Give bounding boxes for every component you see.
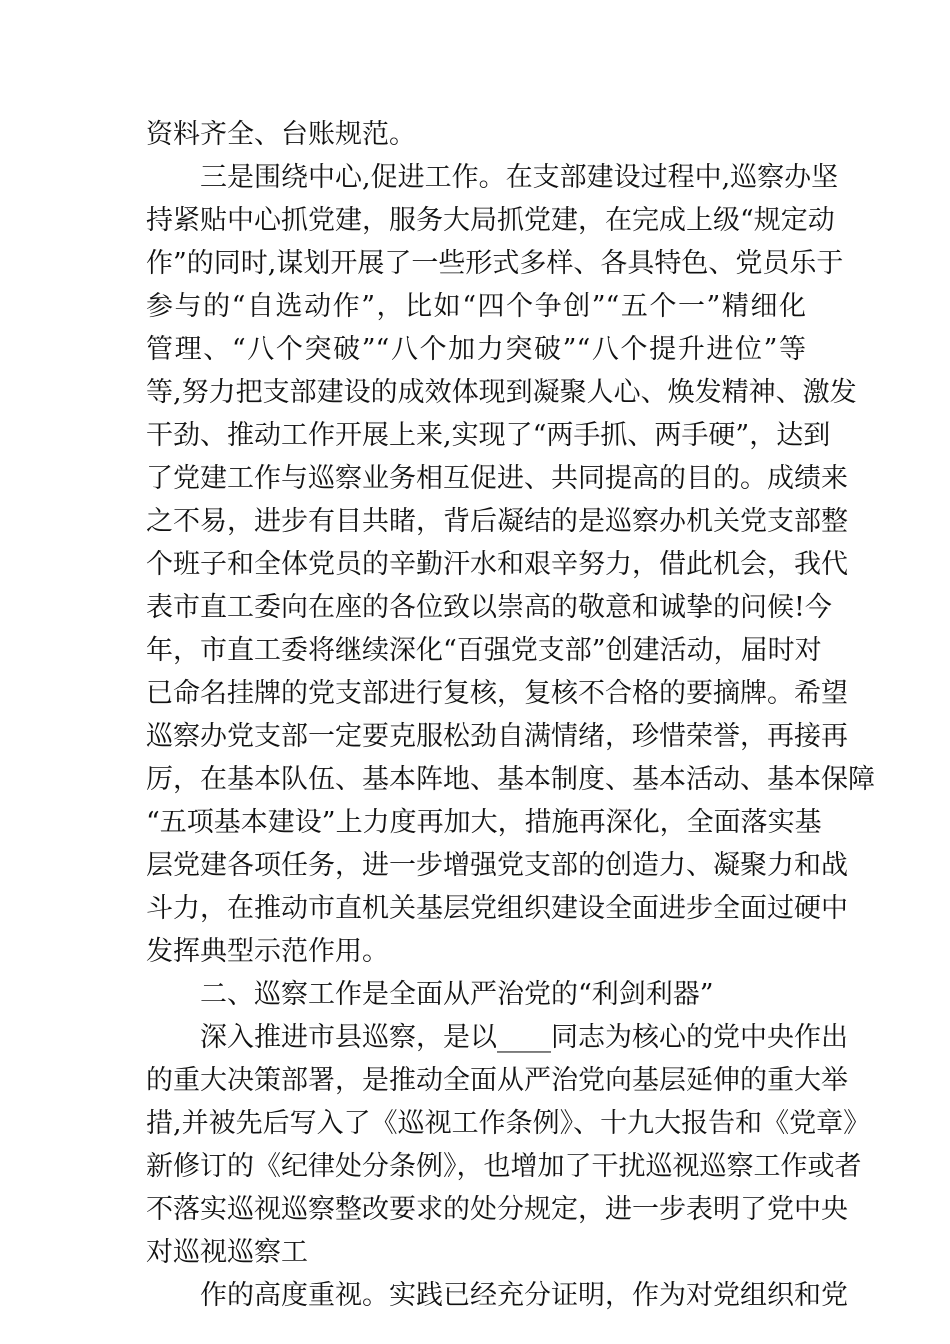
text-line-16: 厉，在基本队伍、基本阵地、基本制度、基本活动、基本保障: [146, 764, 875, 795]
text-line-2: 三是围绕中心,促进工作。在支部建设过程中,巡察办坚: [200, 162, 839, 193]
text-line-8: 干劲、推动工作开展上来,实现了“两手抓、两手硬”，达到: [146, 420, 831, 451]
text-line-18: 层党建各项任务，进一步增强党支部的创造力、凝聚力和战: [146, 850, 848, 881]
text-line-27: 对巡视巡察工: [146, 1237, 308, 1268]
text-line-4: 作”的同时,谋划开展了一些形式多样、各具特色、党员乐于: [146, 248, 844, 279]
text-line-11: 个班子和全体党员的辛勤汗水和艰辛努力，借此机会，我代: [146, 549, 848, 580]
text-line-12: 表市直工委向在座的各位致以崇高的敬意和诚挚的问候!今: [146, 592, 832, 623]
text-line-14: 已命名挂牌的党支部进行复核，复核不合格的要摘牌。希望: [146, 678, 848, 709]
text-line-5: 参与的“自选动作”，比如“四个争创”“五个一”精细化: [146, 291, 806, 322]
text-line-23: 的重大决策部署，是推动全面从严治党向基层延伸的重大举: [146, 1065, 848, 1096]
text-line-20: 发挥典型示范作用。: [146, 936, 389, 967]
text-line-1: 资料齐全、台账规范。: [146, 119, 416, 150]
text-line-3: 持紧贴中心抓党建，服务大局抓党建，在完成上级“规定动: [146, 205, 835, 236]
text-line-15: 巡察办党支部一定要克服松劲自满情绪，珍惜荣誉，再接再: [146, 721, 848, 752]
text-line-19: 斗力，在推动市直机关基层党组织建设全面进步全面过硬中: [146, 893, 848, 924]
text-line-17: “五项基本建设”上力度再加大，措施再深化，全面落实基: [146, 807, 822, 838]
text-line-7: 等,努力把支部建设的成效体现到凝聚人心、焕发精神、激发: [146, 377, 857, 408]
text-line-24: 措,并被先后写入了《巡视工作条例》、十九大报告和《党章》: [146, 1108, 871, 1139]
text-line-26: 不落实巡视巡察整改要求的处分规定，进一步表明了党中央: [146, 1194, 848, 1225]
text-line-25: 新修订的《纪律处分条例》，也增加了干扰巡视巡察工作或者: [146, 1151, 862, 1182]
text-line-28: 作的高度重视。实践已经充分证明，作为对党组织和党: [200, 1280, 848, 1311]
text-line-10: 之不易，进步有目共睹，背后凝结的是巡察办机关党支部整: [146, 506, 848, 537]
text-line-6: 管理、“八个突破”“八个加力突破”“八个提升进位”等: [146, 334, 806, 365]
section-heading: 二、巡察工作是全面从严治党的“利剑利器”: [200, 979, 714, 1010]
text-line-13: 年，市直工委将继续深化“百强党支部”创建活动，届时对: [146, 635, 822, 666]
text-line-9: 了党建工作与巡察业务相互促进、共同提高的目的。成绩来: [146, 463, 848, 494]
text-line-22: 深入推进市县巡察，是以____同志为核心的党中央作出: [200, 1022, 848, 1053]
